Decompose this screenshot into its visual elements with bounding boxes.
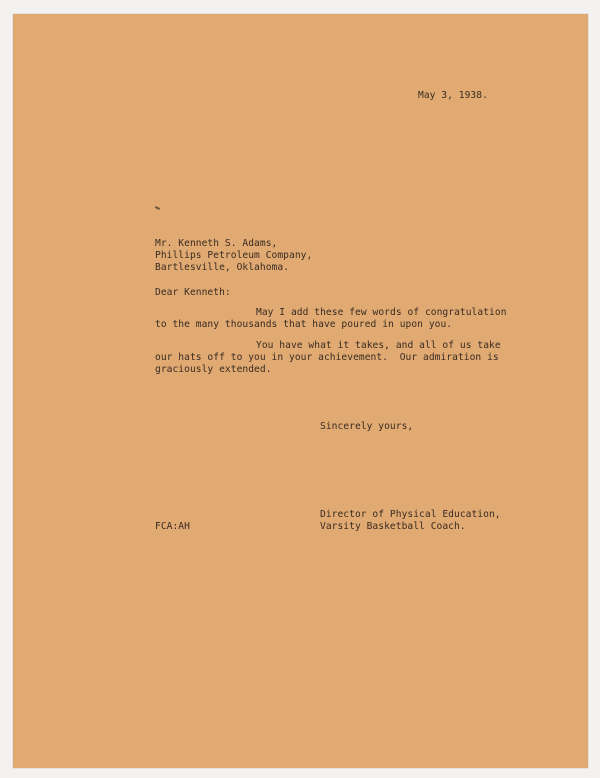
reference-initials: FCA:AH <box>155 521 190 532</box>
recipient-name: Mr. Kenneth S. Adams, <box>155 238 278 249</box>
salutation: Dear Kenneth: <box>155 287 231 298</box>
paragraph-2-line-1: You have what it takes, and all of us take <box>256 340 501 351</box>
paragraph-1-line-1: May I add these few words of congratulation <box>256 307 507 318</box>
closing: Sincerely yours, <box>320 421 414 432</box>
signature-title-1: Director of Physical Education, <box>320 509 501 520</box>
paragraph-2-line-2: our hats off to you in your achievement. Our admiration is <box>155 352 499 363</box>
paragraph-1-line-2: to the many thousands that have poured in upon you. <box>155 319 453 330</box>
recipient-city: Bartlesville, Oklahoma. <box>155 262 289 273</box>
signature-title-2: Varsity Basketball Coach. <box>320 521 466 532</box>
paragraph-2-line-3: graciously extended. <box>155 364 272 375</box>
letter-date: May 3, 1938. <box>418 90 488 101</box>
recipient-company: Phillips Petroleum Company, <box>155 250 313 261</box>
letter-paper <box>13 14 588 768</box>
